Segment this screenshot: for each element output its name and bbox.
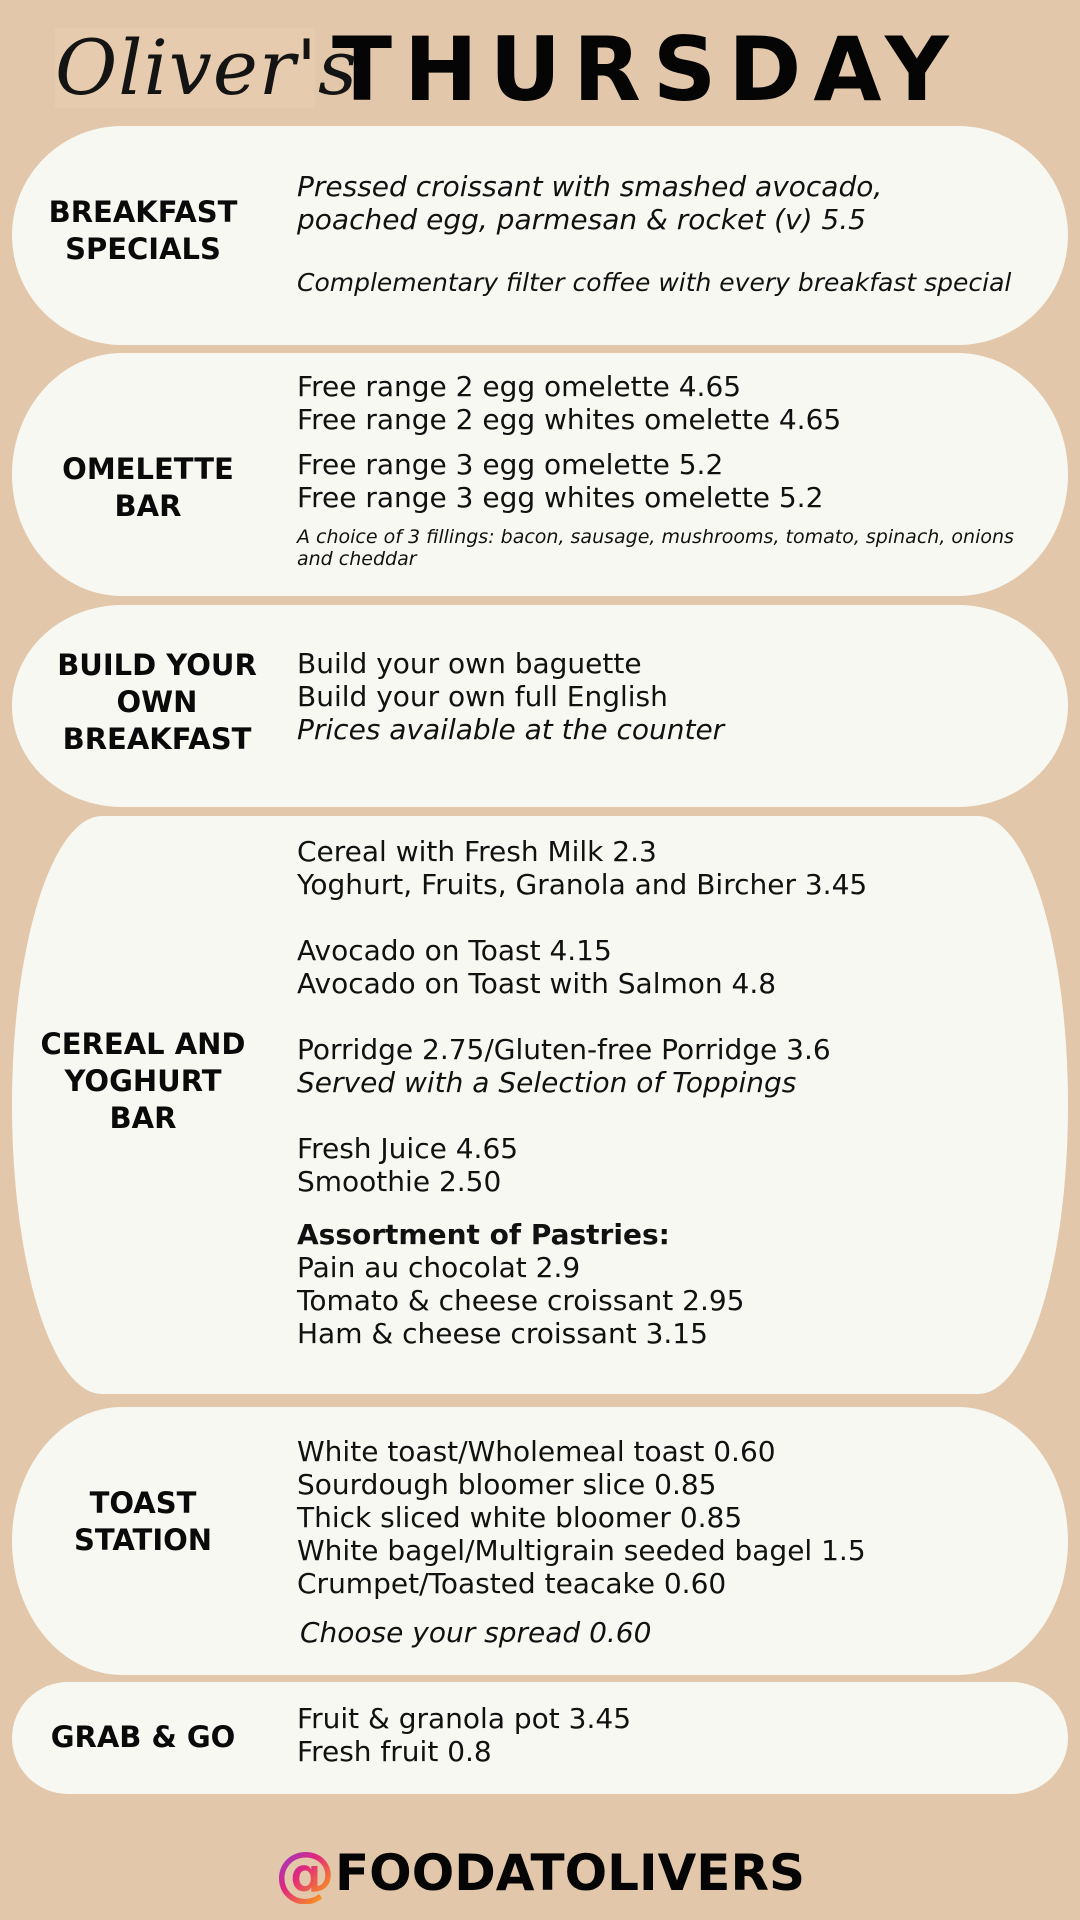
menu-item: Thick sliced white bloomer 0.85 [297, 1501, 743, 1534]
grab-and-go-label: GRAB & GO [50, 1720, 236, 1754]
social-handle [0, 1838, 1080, 1908]
label-line: OWN [116, 685, 198, 719]
menu-item: Smoothie 2.50 [297, 1165, 502, 1198]
menu-item: White bagel/Multigrain seeded bagel 1.5 [297, 1534, 866, 1567]
menu-item: Avocado on Toast 4.15 [297, 934, 612, 967]
breakfast-specials-items [297, 170, 1028, 299]
build-your-own-items [297, 647, 1028, 746]
menu-item: Fresh Juice 4.65 [297, 1132, 519, 1165]
grab-and-go-items [297, 1702, 1028, 1768]
build-your-own-section [12, 605, 1068, 807]
omelette-bar-items [297, 370, 1028, 570]
pastries-heading: Assortment of Pastries: [297, 1218, 670, 1251]
menu-item: poached egg, parmesan & rocket (v) 5.5 [297, 203, 866, 236]
menu-header [0, 0, 1080, 122]
menu-item: Free range 2 egg omelette 4.65 [297, 370, 742, 403]
instagram-at-icon: @ [275, 1839, 336, 1909]
handle-text: FOODATOLIVERS [335, 1844, 805, 1902]
menu-item: Crumpet/Toasted teacake 0.60 [297, 1567, 727, 1600]
menu-note: Served with a Selection of Toppings [297, 1066, 797, 1099]
menu-item: Free range 3 egg whites omelette 5.2 [297, 481, 824, 514]
menu-item: Free range 2 egg whites omelette 4.65 [297, 403, 842, 436]
label-line: BAR [114, 489, 182, 523]
menu-item: Yoghurt, Fruits, Granola and Bircher 3.45 [297, 868, 868, 901]
label-line: BUILD YOUR [57, 648, 257, 682]
menu-note: Prices available at the counter [297, 713, 725, 746]
menu-item: Sourdough bloomer slice 0.85 [297, 1468, 717, 1501]
label-line: TOAST [89, 1486, 197, 1520]
label-line: STATION [73, 1523, 213, 1557]
menu-item: Cereal with Fresh Milk 2.3 [297, 835, 657, 868]
menu-item: White toast/Wholemeal toast 0.60 [297, 1435, 776, 1468]
cereal-yoghurt-label [12, 1026, 274, 1137]
olivers-logo: Oliver's [55, 23, 359, 112]
menu-item: Free range 3 egg omelette 5.2 [297, 448, 724, 481]
omelette-bar-label [12, 451, 284, 525]
menu-item: Porridge 2.75/Gluten-free Porridge 3.6 [297, 1033, 831, 1066]
label-line: OMELETTE [62, 452, 234, 486]
cereal-yoghurt-section [12, 816, 1068, 1394]
label-line: YOGHURT [64, 1064, 222, 1098]
spread-note: Choose your spread 0.60 [300, 1616, 652, 1649]
menu-note: Complementary filter coffee with every breakfast special [297, 268, 1012, 297]
menu-item: Build your own full English [297, 680, 668, 713]
menu-item: Pressed croissant with smashed avocado, [297, 170, 883, 203]
omelette-bar-section [12, 353, 1068, 596]
label-line: BREAKFAST [48, 195, 238, 229]
label-line: BAR [109, 1101, 177, 1135]
fillings-note: A choice of 3 fillings: bacon, sausage, mushrooms, tomato, spinach, onions and cheddar [297, 526, 1014, 570]
label-line: SPECIALS [65, 232, 221, 266]
grab-and-go-section [12, 1682, 1068, 1794]
menu-item: Build your own baguette [297, 647, 642, 680]
cereal-yoghurt-items [297, 835, 1028, 1350]
menu-item: Avocado on Toast with Salmon 4.8 [297, 967, 777, 1000]
label-line: CEREAL AND [40, 1027, 246, 1061]
menu-item: Tomato & cheese croissant 2.95 [297, 1284, 745, 1317]
breakfast-specials-label [12, 194, 274, 268]
toast-station-label [12, 1485, 274, 1559]
label-line: BREAKFAST [62, 722, 252, 756]
menu-item: Ham & cheese croissant 3.15 [297, 1317, 708, 1350]
breakfast-specials-section [12, 126, 1068, 345]
toast-station-section [12, 1407, 1068, 1675]
day-title: THURSDAY [332, 18, 961, 121]
menu-item: Fresh fruit 0.8 [297, 1735, 492, 1768]
toast-station-items [297, 1435, 1028, 1649]
build-your-own-label [12, 647, 302, 758]
menu-item: Fruit & granola pot 3.45 [297, 1702, 632, 1735]
menu-item: Pain au chocolat 2.9 [297, 1251, 581, 1284]
